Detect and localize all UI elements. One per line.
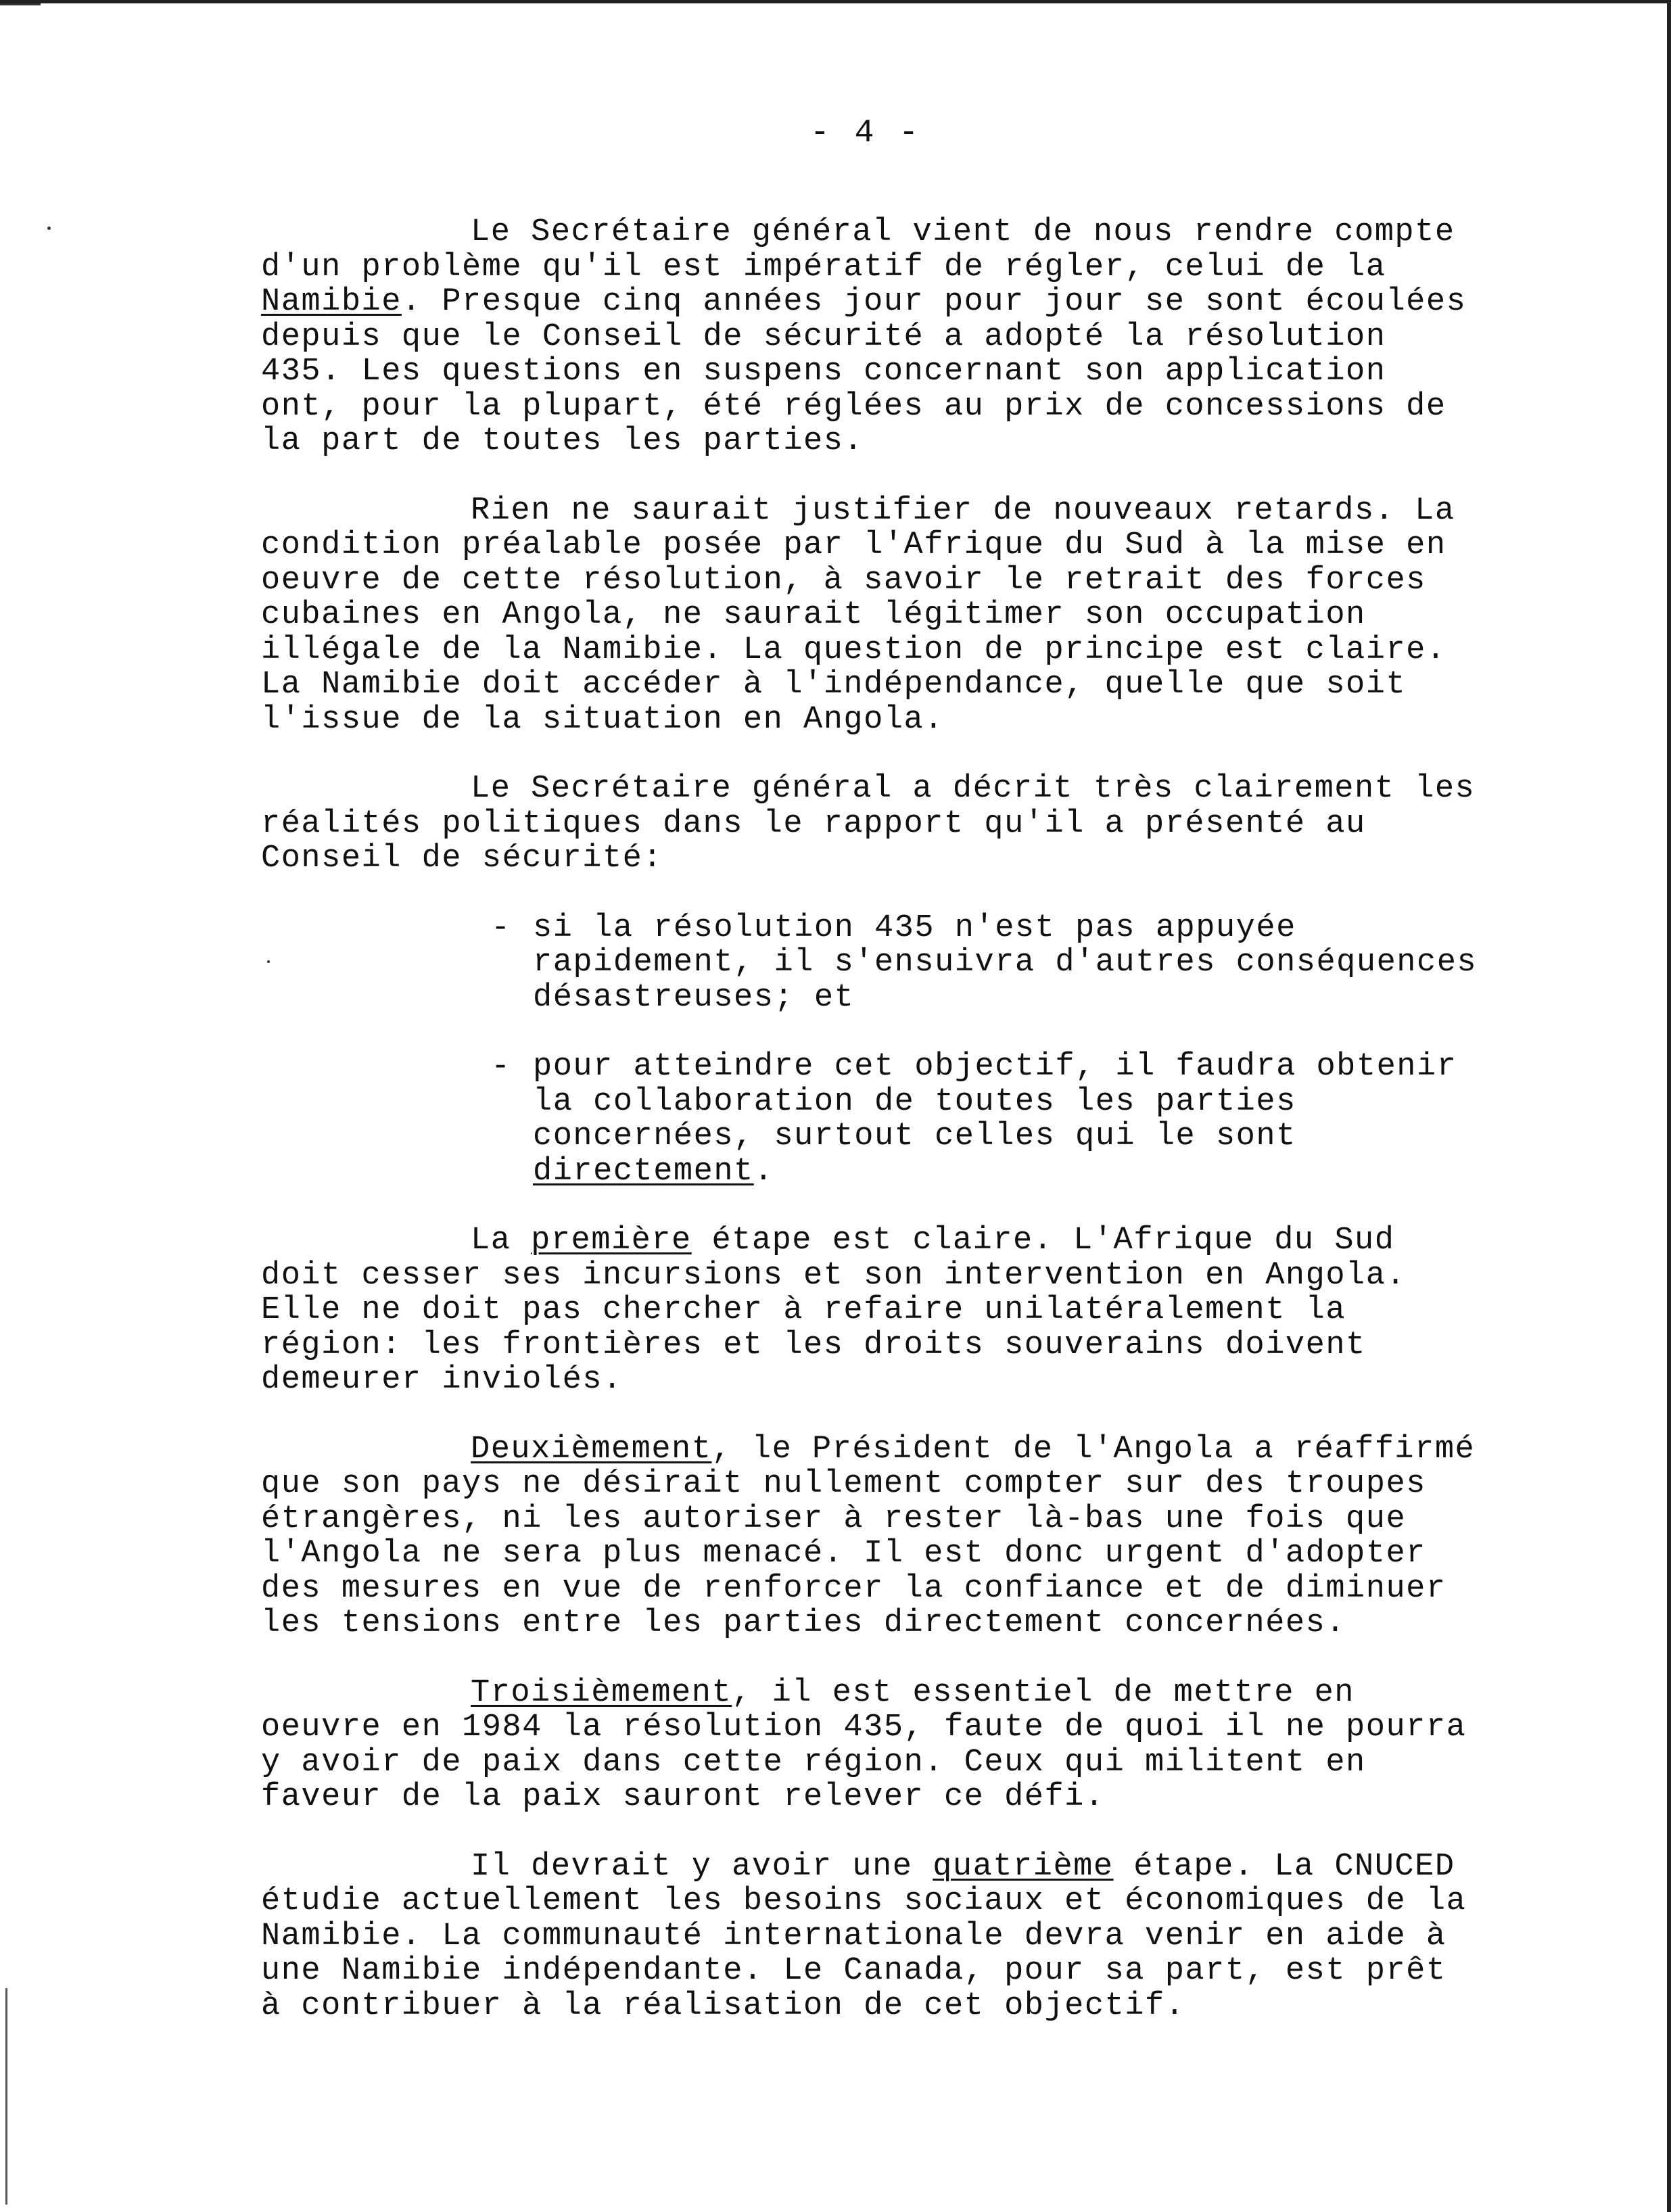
- paragraph: [261, 215, 1485, 459]
- bullet-dash: -: [491, 910, 511, 946]
- underlined-text: quatrième: [933, 1848, 1114, 1885]
- scan-left-edge-line: [5, 1988, 7, 2205]
- underlined-text: Troisièmement: [471, 1674, 732, 1711]
- text-run: étape. La CNUCED étudie actuellement les besoins sociaux et économiques de la Namibie. La communauté internationale devra venir en aide à une Namibie indépendante. Le Canada, pour sa part, est prêt à contribuer à la réalisation de cet objectif.: [261, 1848, 1467, 2024]
- paragraph: [261, 1223, 1485, 1398]
- underlined-text: première: [531, 1223, 692, 1258]
- bullet-item: [491, 911, 1485, 1016]
- text-run: , le Président de l'Angola a réaffirmé que son pays ne désirait nullement compter sur des troupes étrangères, ni les autoriser à rester là-bas une fois que l'Angola ne sera plus menacé. Il est donc urgent d'adopter des mesures en vue de renforcer la confiance et de diminuer les tensions entre les parties directement concernées.: [261, 1431, 1476, 1641]
- paragraph: [261, 1676, 1485, 1815]
- scan-top-edge: [0, 0, 1671, 3]
- text-run: Il devrait y avoir une: [471, 1848, 933, 1885]
- text-run: .: [753, 1153, 774, 1190]
- underlined-text: Deuxièmement: [471, 1431, 712, 1467]
- text-run: Rien ne saurait justifier de nouveaux retards. La condition préalable posée par l'Afrique du Sud à la mise en oeuvre de cette résolution, à savoir le retrait des forces cubaines en Angola, ne saurait légitimer son occupation illégale de la Namibie. La question de principe est claire. La Namibie doit accéder à l'indépendance, quelle que soit l'issue de la situation en Angola.: [261, 492, 1455, 738]
- text-run: si la résolution 435 n'est pas appuyée rapidement, il s'ensuivra d'autres conséquences désastreuses; et: [533, 910, 1478, 1016]
- underlined-text: directement: [533, 1153, 754, 1190]
- bullet-item: [491, 1050, 1485, 1189]
- bullet-list: [261, 911, 1485, 1190]
- text-run: , il est essentiel de mettre en oeuvre en 1984 la résolution 435, faute de quoi il ne pourra y avoir de paix dans cette région. Ceux qui militent en faveur de la paix sauront relever ce défi.: [261, 1674, 1467, 1815]
- text-run: . Presque cinq années jour pour jour se sont écoulées depuis que le Conseil de sécurité a adopté la résolution 435. Les questions en suspens concernant son application ont, pour la plupart, été réglées au prix de concessions de la part de toutes les parties.: [261, 284, 1467, 459]
- text-run: Le Secrétaire général vient de nous rendre compte d'un problème qu'il est impératif de régler, celui de la: [261, 214, 1455, 285]
- page-number: - 4 -: [809, 115, 922, 151]
- paragraph: [261, 772, 1485, 876]
- paragraph: [261, 1432, 1485, 1641]
- paragraphs-before-list: [261, 215, 1485, 876]
- paragraph: [261, 1850, 1485, 2024]
- text-run: Le Secrétaire général a décrit très clairement les réalités politiques dans le rapport qu'il a présenté au Conseil de sécurité:: [261, 771, 1476, 876]
- text-run: étape est claire. L'Afrique du Sud doit cesser ses incursions et son intervention en Angola. Elle ne doit pas chercher à refaire unilatéralement la région: les frontières et les droits souverains doivent demeurer inviolés.: [261, 1223, 1407, 1398]
- underlined-text: Namibie: [261, 284, 402, 320]
- paragraph: [261, 494, 1485, 738]
- scan-speck: [47, 227, 51, 230]
- bullet-dash: -: [491, 1049, 511, 1085]
- document-body: [261, 215, 1485, 2058]
- paragraphs-after-list: [261, 1223, 1485, 2023]
- text-run: La: [471, 1223, 532, 1258]
- scan-corner-mark: [0, 3, 41, 15]
- scan-right-edge: [1667, 0, 1671, 2212]
- text-run: pour atteindre cet objectif, il faudra obtenir la collaboration de toutes les parties concernées, surtout celles qui le sont: [533, 1049, 1457, 1154]
